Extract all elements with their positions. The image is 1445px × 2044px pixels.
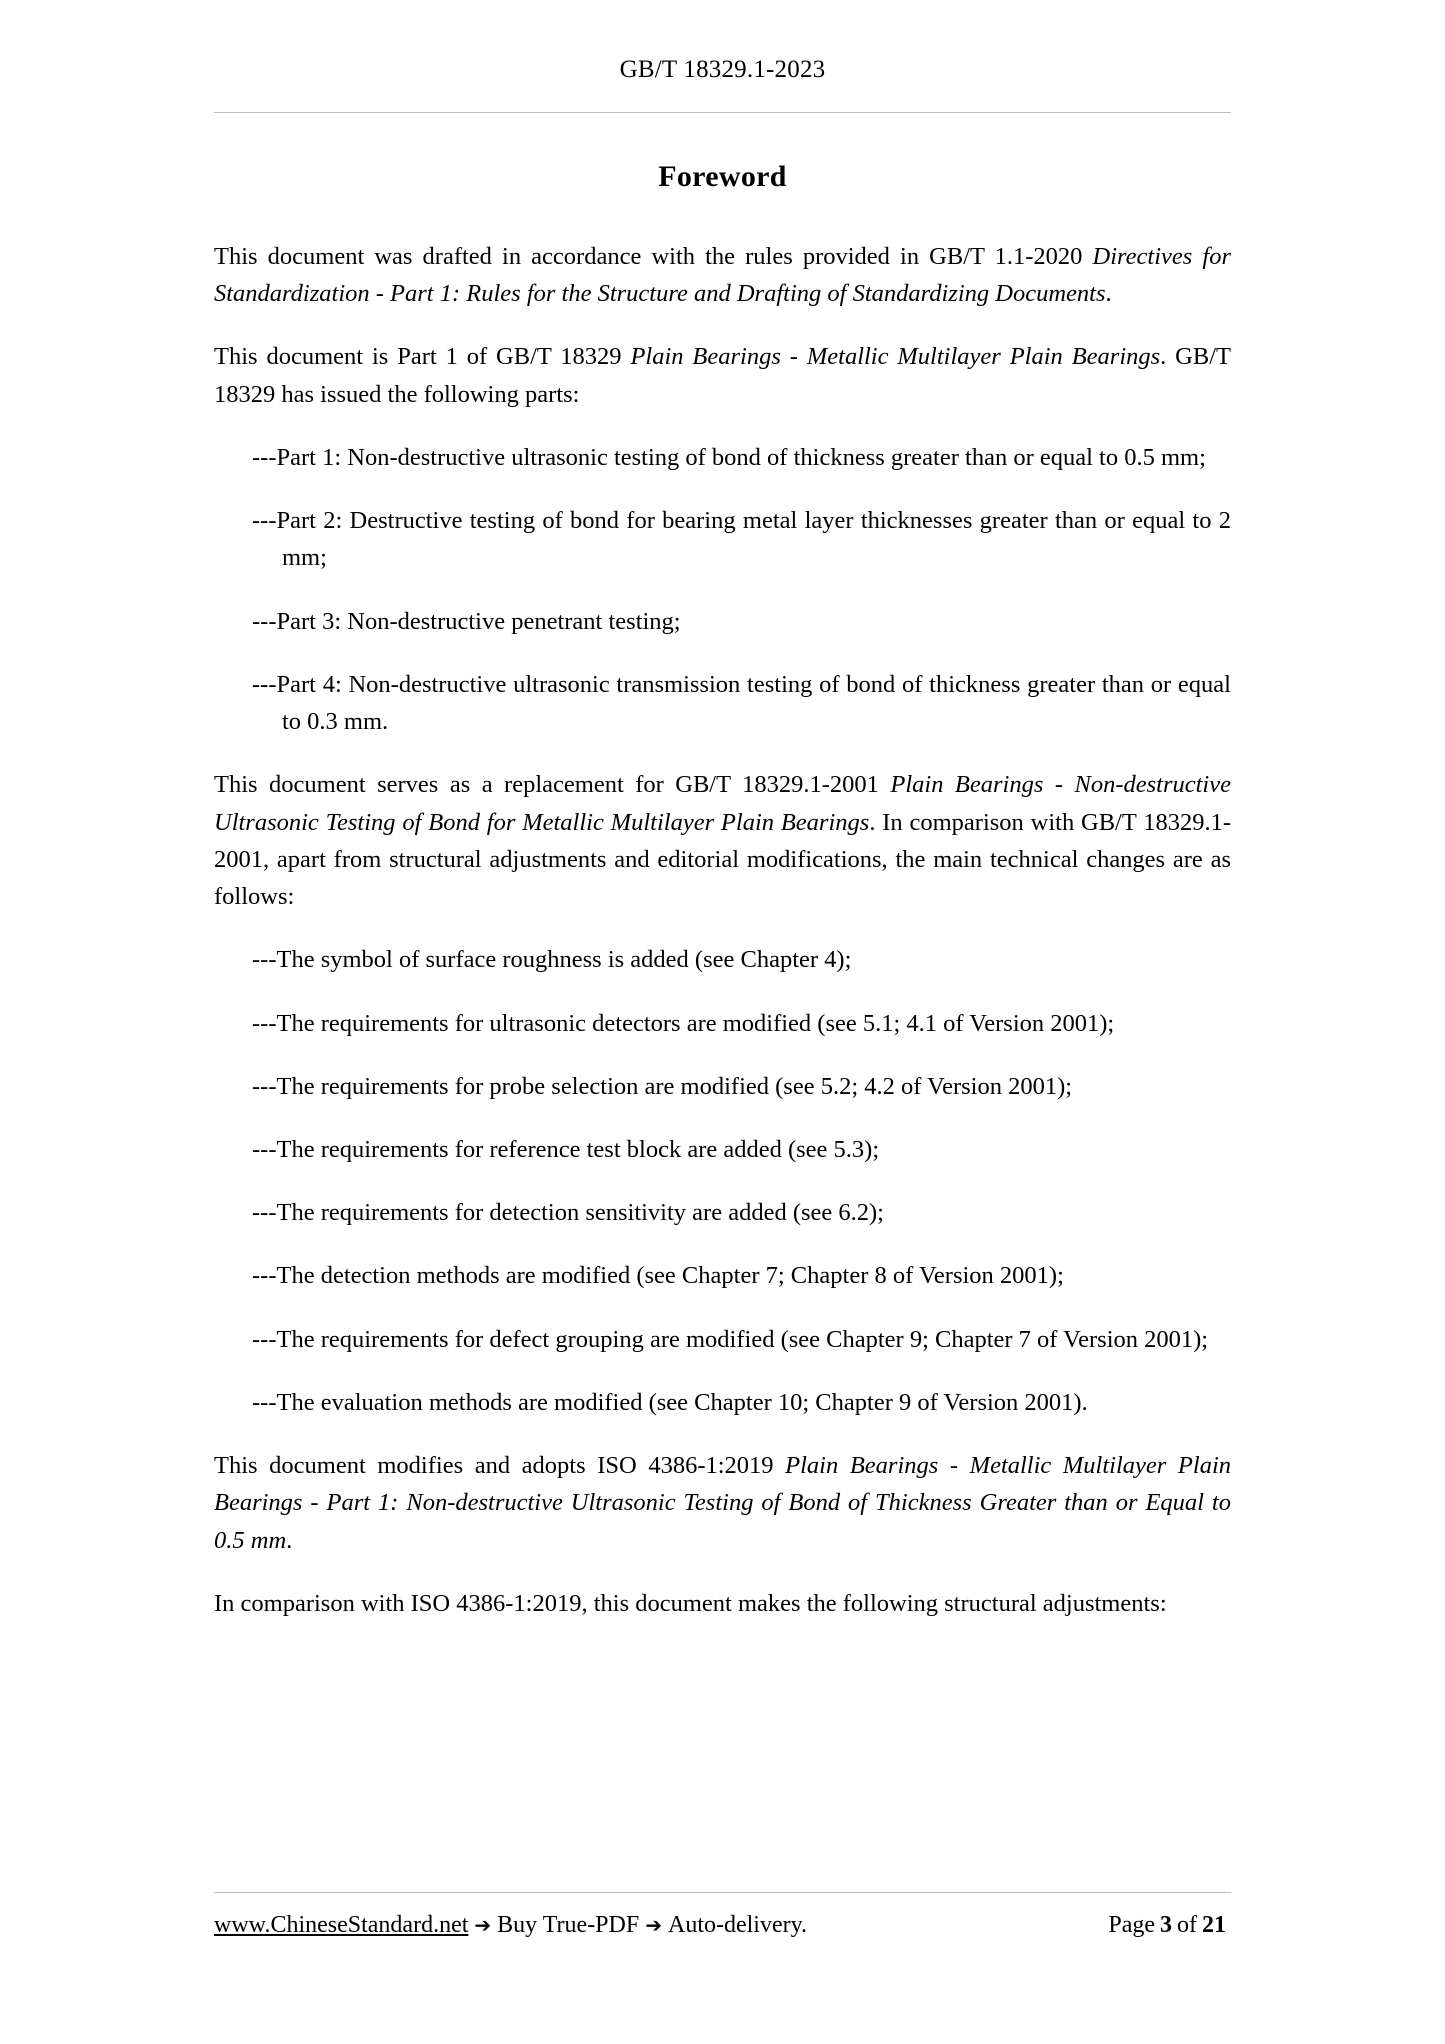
paragraph-text-end: . <box>1105 280 1112 308</box>
paragraph-text: This document is Part 1 of GB/T 18329 <box>214 343 631 371</box>
paragraph-drafting-rules <box>214 238 1231 312</box>
page-indicator <box>1108 1912 1231 1939</box>
paragraph-text-end: . <box>286 1526 293 1554</box>
total-pages: 21 <box>1202 1912 1226 1938</box>
list-item <box>214 1131 1231 1168</box>
document-body <box>214 160 1231 1648</box>
list-item-text: ---The requirements for probe selection are modified (see 5.2; 4.2 of Version 2001); <box>252 1072 1073 1100</box>
site-url-link[interactable]: www.ChineseStandard.net <box>214 1912 469 1938</box>
paragraph-text: This document modifies and adopts ISO 4386-1:2019 <box>214 1452 786 1480</box>
list-item <box>214 439 1231 476</box>
paragraph-part-of <box>214 338 1231 412</box>
paragraph-text: This document was drafted in accordance with the rules provided in GB/T 1.1-2020 <box>214 243 1093 270</box>
footer-purchase-info <box>214 1912 807 1939</box>
arrow-right-icon: ➔ <box>474 1913 492 1937</box>
paragraph-text: This document serves as a replacement for GB/T 18329.1-2001 <box>214 771 891 799</box>
page-label: Page <box>1108 1912 1155 1938</box>
list-item <box>214 1384 1231 1421</box>
buy-pdf-label[interactable]: Buy True-PDF <box>497 1912 640 1938</box>
list-item-text: ---Part 3: Non-destructive penetrant testing; <box>252 607 681 635</box>
list-item-text: ---The symbol of surface roughness is added (see Chapter 4); <box>252 946 852 974</box>
list-item <box>214 1257 1231 1294</box>
italic-title-iso: Plain Bearings - Metallic Multilayer Plain Bearings - Part 1: Non-destructive Ultrasonic Testing of Bond of Thickness Greater than or Equal to 0.5 mm <box>214 1452 1231 1554</box>
header-standard-code: GB/T 18329.1-2023 <box>619 56 826 83</box>
footer-divider <box>214 1892 1231 1893</box>
paragraph-text-end: . GB/T 18329 has issued the following parts: <box>214 343 1231 408</box>
list-item-text: ---Part 1: Non-destructive ultrasonic testing of bond of thickness greater than or equal to 0.5 mm; <box>252 443 1206 471</box>
header-divider <box>214 112 1231 113</box>
page-number: 3 <box>1160 1912 1172 1938</box>
list-item <box>214 1194 1231 1231</box>
italic-title-directives: Directives for Standardization - Part 1: Rules for the Structure and Drafting of Standardizing Documents <box>214 243 1231 308</box>
list-item-text: ---The requirements for detection sensitivity are added (see 6.2); <box>252 1199 884 1227</box>
paragraph-replacement <box>214 766 1231 915</box>
list-item <box>214 1005 1231 1042</box>
list-item-text: ---Part 4: Non-destructive ultrasonic transmission testing of bond of thickness greater than or equal to 0.3 mm. <box>252 670 1231 736</box>
list-item-text: ---The requirements for ultrasonic detectors are modified (see 5.1; 4.1 of Version 2001); <box>252 1009 1115 1037</box>
arrow-right-icon-2: ➔ <box>645 1913 662 1937</box>
list-item <box>214 666 1231 740</box>
list-item-text: ---The requirements for defect grouping are modified (see Chapter 9; Chapter 7 of Version 2001); <box>252 1325 1209 1353</box>
list-item <box>214 1321 1231 1358</box>
page-title: Foreword <box>658 160 787 193</box>
list-item-text: ---Part 2: Destructive testing of bond for bearing metal layer thicknesses greater than or equal to 2 mm; <box>252 507 1231 572</box>
list-item <box>214 502 1231 576</box>
italic-title-plain-bearings: Plain Bearings - Metallic Multilayer Plain Bearings <box>630 343 1161 371</box>
page-header <box>215 56 1230 84</box>
list-item-text: ---The evaluation methods are modified (see Chapter 10; Chapter 9 of Version 2001). <box>252 1388 1088 1416</box>
italic-title-old-standard: Plain Bearings - Non-destructive Ultrasonic Testing of Bond for Metallic Multilayer Plain Bearings <box>214 771 1231 836</box>
paragraph-iso-adoption <box>214 1447 1231 1559</box>
of-label: of <box>1177 1912 1197 1938</box>
list-item <box>214 603 1231 640</box>
paragraph-iso-comparison: In comparison with ISO 4386-1:2019, this document makes the following structural adjustments: <box>214 1589 1167 1617</box>
page-footer <box>214 1912 1231 1939</box>
list-item-text: ---The detection methods are modified (see Chapter 7; Chapter 8 of Version 2001); <box>252 1262 1064 1290</box>
auto-delivery-label: Auto-delivery. <box>667 1912 808 1938</box>
paragraph-text-end: . In comparison with GB/T 18329.1-2001, apart from structural adjustments and editorial modifications, the main technical changes are as follows: <box>214 808 1232 911</box>
list-item <box>214 1068 1231 1105</box>
list-item <box>214 941 1231 978</box>
list-item-text: ---The requirements for reference test block are added (see 5.3); <box>252 1135 880 1163</box>
